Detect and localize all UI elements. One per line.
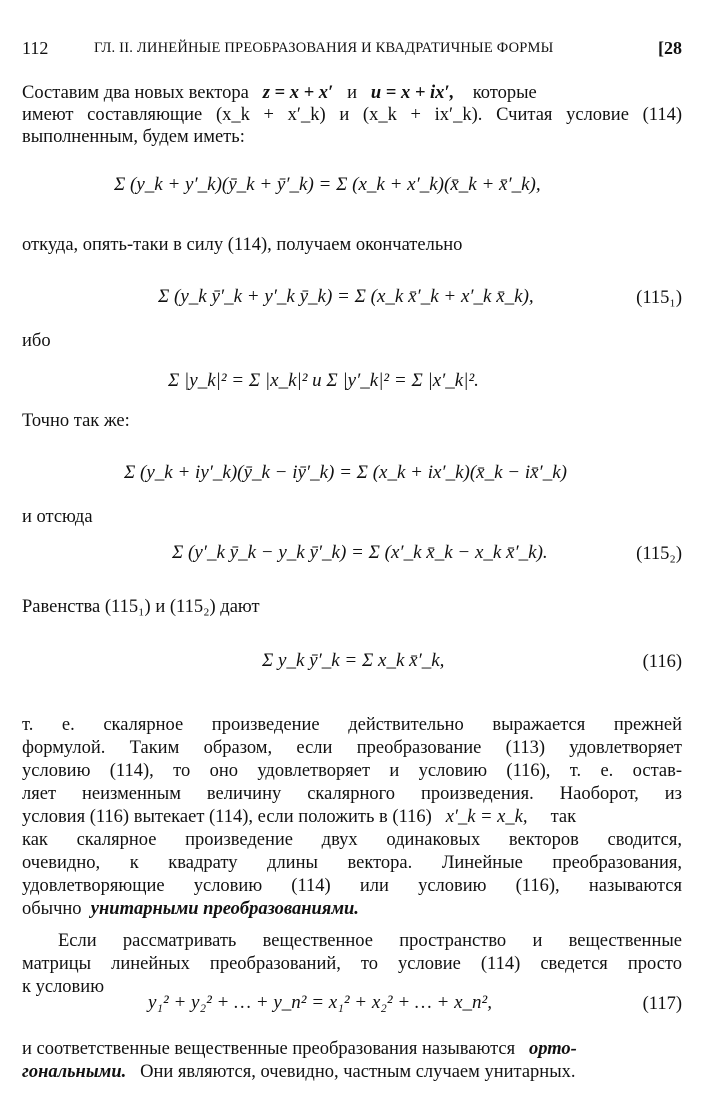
text-line: Равенства (115₁) и (115₂) дают xyxy=(22,597,260,617)
text-line: ибо xyxy=(22,331,51,351)
text-line: т. е. скалярное произведение действительно выражается прежней xyxy=(22,715,682,735)
text-line: откуда, опять-таки в силу (114), получаем окончательно xyxy=(22,235,463,255)
vector-u: u = x + ix′, xyxy=(370,83,455,103)
term-orthogonal: гональными. xyxy=(22,1062,127,1082)
text-line: очевидно, к квадрату длины вектора. Линейные преобразования, xyxy=(22,853,682,873)
running-title: ГЛ. II. ЛИНЕЙНЫЕ ПРЕОБРАЗОВАНИЯ И КВАДРАТИЧНЫЕ ФОРМЫ xyxy=(94,40,554,56)
equation-116: Σ y_k ȳ′_k = Σ x_k x̄′_k, xyxy=(262,650,445,671)
text-line: формулой. Таким образом, если преобразование (113) удовлетворяет xyxy=(22,738,682,758)
term-unitary: унитарными преобразованиями. xyxy=(90,899,359,919)
text-line: имеют составляющие (x_k + x′_k) и (x_k + ix′_k). Считая условие (114) xyxy=(22,105,682,125)
equation-f4: Σ (y_k + iy′_k)(ȳ_k − iȳ′_k) = Σ (x_k + ix′_k)(x̄_k − ix̄′_k) xyxy=(124,462,567,483)
text-line: удовлетворяющие условию (114) или условию (116), называются xyxy=(22,876,682,896)
term-orthogonal: орто- xyxy=(529,1039,577,1059)
text-line: к условию xyxy=(22,977,105,997)
text-line: выполненным, будем иметь: xyxy=(22,127,245,147)
text-line: Точно так же: xyxy=(22,411,130,431)
text-line: обычно унитарными преобразованиями. xyxy=(22,899,359,919)
text-line: матрицы линейных преобразований, то условие (114) сведется просто xyxy=(22,954,682,974)
text-line: гональными. Они являются, очевидно, частным случаем унитарных. xyxy=(22,1062,576,1082)
text-line: и отсюда xyxy=(22,507,93,527)
section-number: [28 xyxy=(658,38,682,58)
text-line: как скалярное произведение двух одинаковых векторов сводится, xyxy=(22,830,682,850)
text-line: ляет неизменным величину скалярного произведения. Наоборот, из xyxy=(22,784,682,804)
text-line: условию (114), то оно удовлетворяет и условию (116), т. е. остав- xyxy=(22,761,682,781)
equation-f1: Σ (y_k + y′_k)(ȳ_k + ȳ′_k) = Σ (x_k + x′_k)(x̄_k + x̄′_k), xyxy=(114,174,541,195)
equation-115-1: Σ (y_k ȳ′_k + y′_k ȳ_k) = Σ (x_k x̄′_k + x′_k x̄_k), xyxy=(158,286,534,307)
equation-number: (115₁) xyxy=(636,288,682,308)
text-line: и соответственные вещественные преобразования называются орто- xyxy=(22,1039,577,1059)
page-number: 112 xyxy=(22,38,49,58)
text-line: Если рассматривать вещественное пространство и вещественные xyxy=(58,931,682,951)
text-line: условия (116) вытекает (114), если положить в (116) x′_k = x_k, так xyxy=(22,807,577,827)
equation-norms: Σ |y_k|² = Σ |x_k|² и Σ |y′_k|² = Σ |x′_k|². xyxy=(168,370,479,391)
equation-number: (117) xyxy=(642,994,682,1014)
equation-number: (115₂) xyxy=(636,544,682,564)
equation-number: (116) xyxy=(642,652,682,672)
vector-z: z = x + x′ xyxy=(262,83,334,103)
equation-115-2: Σ (y′_k ȳ_k − y_k ȳ′_k) = Σ (x′_k x̄_k − x_k x̄′_k). xyxy=(172,542,548,563)
text-line: Составим два новых вектора z = x + x′ и u = x + ix′, которые xyxy=(22,83,537,103)
running-header xyxy=(22,38,682,64)
equation-117: y₁² + y₂² + … + y_n² = x₁² + x₂² + … + x_n², xyxy=(148,992,492,1013)
